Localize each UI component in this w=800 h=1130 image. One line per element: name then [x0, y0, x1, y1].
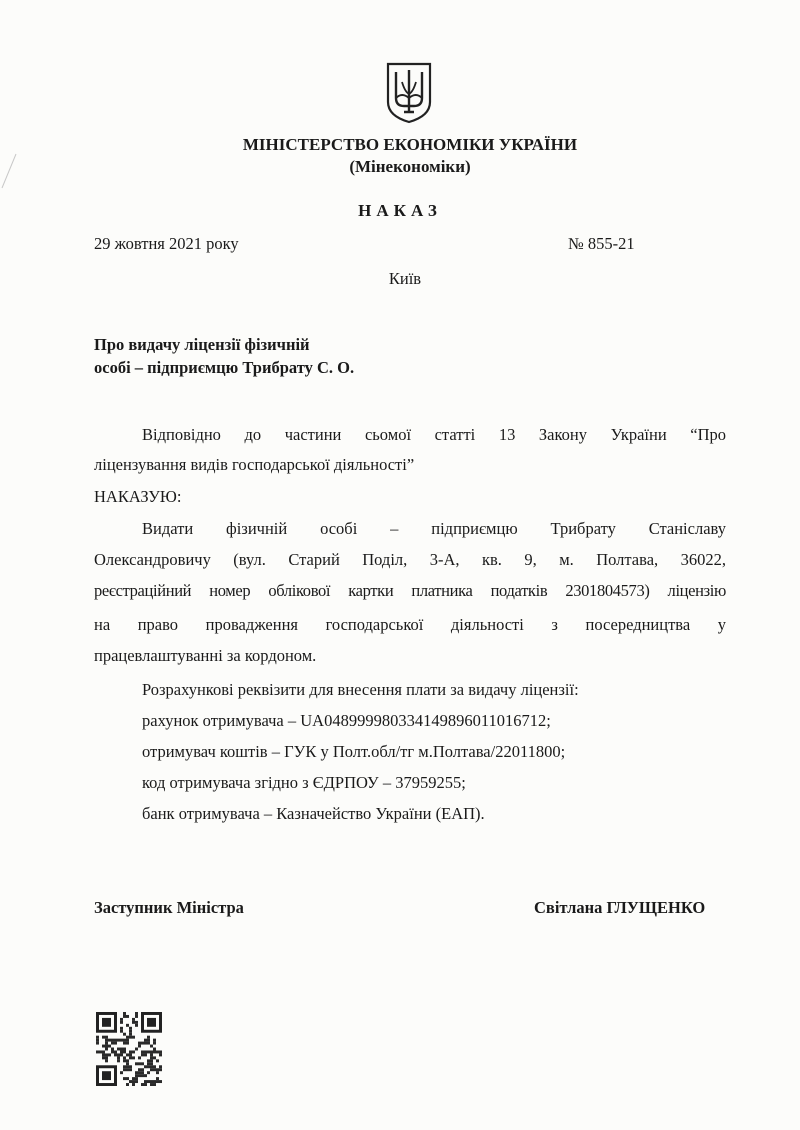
order-number: № 855-21: [568, 234, 635, 253]
issue-line: працевлаштуванні за кордоном.: [94, 646, 317, 665]
basis-line: ліцензування видів господарської діяльності”: [94, 455, 415, 474]
signatory-name: Світлана ГЛУЩЕНКО: [534, 898, 706, 917]
requisite-account: рахунок отримувача – UA048999980334149896011016712;: [142, 711, 551, 730]
basis-line: Відповідно до частини сьомої статті 13 Закону України “Про: [142, 425, 726, 444]
subject-line: Про видачу ліцензії фізичній: [94, 335, 310, 354]
issue-line: Олександровичу (вул. Старий Поділ, 3-А, кв. 9, м. Полтава, 36022,: [94, 550, 726, 569]
order-subject: [94, 333, 354, 379]
requisite-edrpou: код отримувача згідно з ЄДРПОУ – 37959255;: [142, 773, 466, 792]
order-title: НАКАЗ: [358, 201, 442, 220]
qr-code-icon: [96, 1012, 162, 1086]
ministry-short-name: (Мінекономіки): [349, 157, 471, 176]
order-city: Київ: [388, 269, 422, 288]
order-word: НАКАЗУЮ:: [94, 487, 182, 506]
issue-line: реєстраційний номер облікової картки платника податків 2301804573) ліцензію: [94, 581, 726, 600]
issue-line: Видати фізичній особі – підприємцю Трибрату Станіславу: [142, 519, 726, 538]
signatory-position: Заступник Міністра: [94, 898, 244, 917]
trident-emblem-icon: [384, 62, 434, 124]
subject-line: особі – підприємцю Трибрату С. О.: [94, 358, 355, 377]
issue-line: на право провадження господарської діяльності з посередництва у: [94, 615, 726, 634]
requisites-title: Розрахункові реквізити для внесення плати за видачу ліцензії:: [142, 680, 579, 699]
requisite-bank: банк отримувача – Казначейство України (ЕАП).: [142, 804, 485, 823]
order-date: 29 жовтня 2021 року: [94, 234, 239, 253]
requisite-receiver: отримувач коштів – ГУК у Полт.обл/тг м.Полтава/22011800;: [142, 742, 566, 761]
ministry-name: МІНІСТЕРСТВО ЕКОНОМІКИ УКРАЇНИ: [242, 135, 578, 154]
